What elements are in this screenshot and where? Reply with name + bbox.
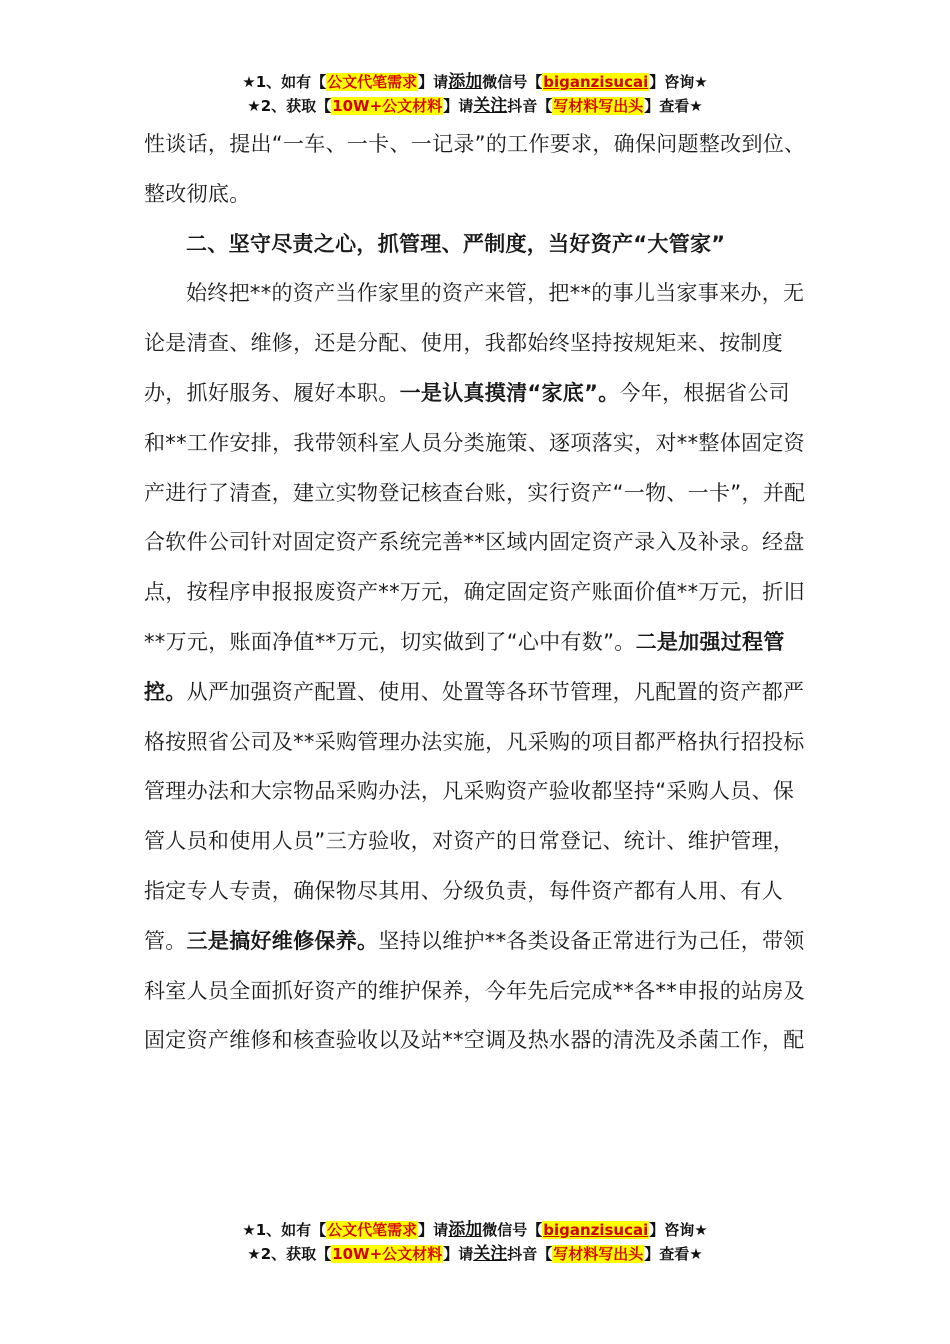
banner-text: 】请	[418, 73, 449, 91]
highlight-need: 公文代笔需求	[327, 1221, 418, 1239]
banner-text: 】咨询★	[649, 73, 708, 91]
highlight-materials: 10W+公文材料	[332, 1245, 443, 1263]
banner-text: 微信号【	[482, 73, 543, 91]
emphasis-add: 添加	[448, 72, 483, 92]
banner-text: 】请	[418, 1221, 449, 1239]
wechat-id-link[interactable]: biganzisucai	[543, 1221, 649, 1239]
banner-text: 】请	[443, 97, 474, 115]
banner-text: 】咨询★	[649, 1221, 708, 1239]
banner-text: ★1、如有【	[242, 1221, 327, 1239]
banner-text: ★2、获取【	[247, 97, 332, 115]
paragraph	[144, 269, 806, 1066]
banner-text: ★1、如有【	[242, 73, 327, 91]
paragraph-text: 始终把**的资产当作家里的资产来管，把**的事儿当家事来办，无论是清查、维修，还是分配、使用，我都始终坚持按规矩来、按制度办，抓好服务、履好本职。	[144, 281, 805, 405]
paragraph-text: 坚持以维护**各类设备正常进行为己任，带领科室人员全面抓好资产的维护保养，今年先后完成**各**申报的站房及固定资产维修和核查验收以及站**空调及热水器的清洗及杀菌工作，配	[144, 928, 805, 1053]
emphasis-follow: 关注	[473, 96, 508, 116]
bold-point-1: 一是认真摸清“家底”。	[399, 380, 620, 405]
banner-text: 】请	[443, 1245, 474, 1263]
section-heading: 二、坚守尽责之心，抓管理、严制度，当好资产“大管家”	[186, 231, 726, 256]
emphasis-follow: 关注	[473, 1244, 508, 1264]
bold-point-3: 三是搞好维修保养。	[186, 928, 379, 953]
bold-point-2: 二是加强过程管控。	[144, 629, 785, 704]
paragraph: 性谈话，提出“一车、一卡、一记录”的工作要求，确保问题整改到位、整改彻底。	[144, 132, 806, 206]
footer-banner	[0, 1218, 950, 1266]
banner-line-1	[0, 70, 950, 94]
wechat-id-link[interactable]: biganzisucai	[543, 73, 649, 91]
banner-text: ★2、获取【	[247, 1245, 332, 1263]
highlight-need: 公文代笔需求	[327, 73, 418, 91]
banner-line-1	[0, 1218, 950, 1242]
highlight-douyin: 写材料写出头	[553, 97, 644, 115]
document-body	[144, 120, 806, 1066]
highlight-douyin: 写材料写出头	[553, 1245, 644, 1263]
paragraph-text: 今年，根据省公司和**工作安排，我带领科室人员分类施策、逐项落实，对**整体固定资产进行了清查，建立实物登记核查台账，实行资产“一物、一卡”，并配合软件公司针对固定资产系统完善**区域内固定资产录入及补录。经盘点，按程序申报报废资产**万元，确定固定资产账面价值**万元，折旧**万元，账面净值**万元，切实做到了“心中有数”。	[144, 380, 806, 654]
paragraph-text: 从严加强资产配置、使用、处置等各环节管理，凡配置的资产都严格按照省公司及**采购管理办法实施，凡采购的项目都严格执行招投标管理办法和大宗物品采购办法，凡采购资产验收都坚持“采购人员、保管人员和使用人员”三方验收，对资产的日常登记、统计、维护管理，指定专人专责，确保物尽其用、分级负责，每件资产都有人用、有人管。	[144, 679, 805, 953]
highlight-materials: 10W+公文材料	[332, 97, 443, 115]
banner-text: 抖音【	[507, 1245, 553, 1263]
banner-text: 微信号【	[482, 1221, 543, 1239]
banner-line-2	[0, 1242, 950, 1266]
banner-text: 】查看★	[644, 1245, 703, 1263]
header-banner	[0, 70, 950, 118]
banner-line-2	[0, 94, 950, 118]
emphasis-add: 添加	[448, 1220, 483, 1240]
banner-text: 抖音【	[507, 97, 553, 115]
banner-text: 】查看★	[644, 97, 703, 115]
